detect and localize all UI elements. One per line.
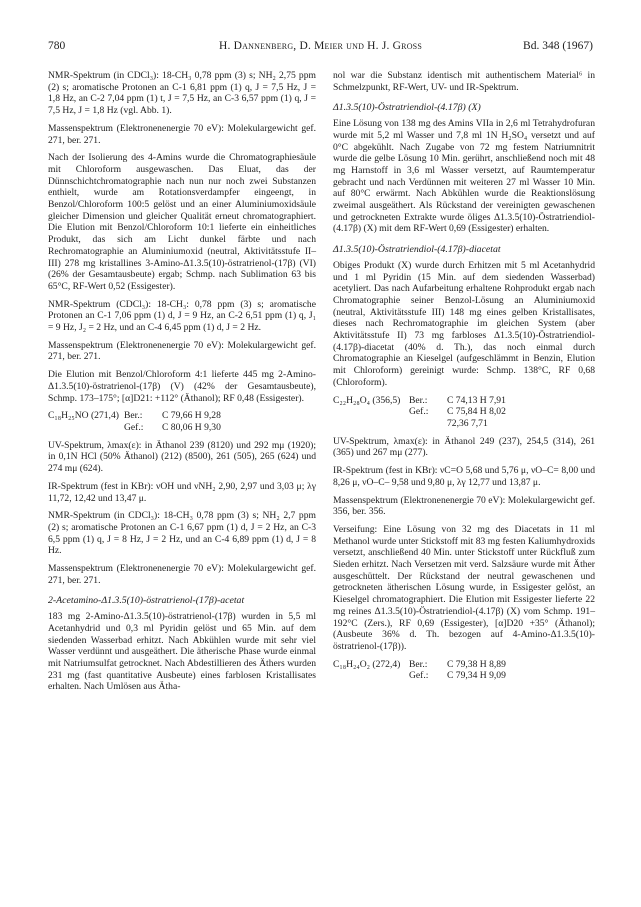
elemental-analysis	[48, 410, 316, 433]
calculated-label: Ber.:	[409, 658, 428, 670]
volume-label: Bd. 348 (1967)	[523, 40, 593, 52]
uv-spectrum-paragraph: UV-Spektrum, λmax(ε): in Äthanol 249 (237), 254,5 (314), 261 (365) und 267 mμ (277).	[333, 435, 595, 459]
uv-spectrum-paragraph: UV-Spektrum, λmax(ε): in Äthanol 239 (8120) und 292 mμ (1920); in 0,1N HCl (50% Äthanol) (212) (8500), 261 (505), 265 (624) und 274 mμ (624).	[48, 439, 316, 475]
found-values: C 79,34 H 9,09	[447, 670, 506, 682]
molecular-formula: C₁₈H₂₅NO (271,4)	[48, 410, 119, 422]
procedure-paragraph: Obiges Produkt (X) wurde durch Erhitzen mit 5 ml Acetanhydrid und 1 ml Pyridin (15 Min. auf dem siedenden Wasserbad) acetyliert. Das nach Aufarbeitung erhaltene Rohprodukt ergab nach Chromatographie seiner Benzol-Lösung an Aluminiumoxid (neutral, Aktivitätsstufe III) 148 mg eines gelben Kristallisates, dieses nach Rechromatographie im gleichen System (aber Aktivitätsstufe II) 73 mg farbloses Δ1.3.5(10)-Östratriendiol-(4.17β)-diacetat (40% d. Th.), das noch einmal durch Chromatographie an Kieselgel (aufgeschlämmt in Benzin, Elution mit Chloroform) gereinigt wurde: Schmp. 138°C, RF 0,68 (Chloroform).	[333, 259, 595, 388]
calculated-label: Ber.:	[124, 410, 143, 422]
section-heading: Δ1.3.5(10)-Östratriendiol-(4.17β)-diacetat	[333, 244, 501, 256]
ir-spectrum-paragraph: IR-Spektrum (fest in KBr): νC=O 5,68 und 5,76 μ, νO–C= 8,00 und 8,26 μ, νO–C– 9,58 und 9,80 μ, λγ 12,77 und 13,87 μ.	[333, 465, 595, 488]
mass-spectrum-paragraph: Massenspektrum (Elektronenenergie 70 eV): Molekulargewicht gef. 271, ber. 271.	[48, 122, 316, 146]
found-label: Gef.:	[124, 421, 144, 433]
elution-paragraph: Die Elution mit Benzol/Chloroform 4:1 lieferte 445 mg 2-Amino-Δ1.3.5(10)-östratrienol-(17β) (V) (42% der Gesamtausbeute), Schmp. 173–175°; [α]D21: +112° (Äthanol); RF 0,48 (Essigester).	[48, 369, 316, 404]
procedure-paragraph: Eine Lösung von 138 mg des Amins VIIa in 2,6 ml Tetrahydrofuran wurde mit 5,2 ml Wasser und 7,8 ml 1N H₂SO₄ versetzt und auf 0°C abgekühlt. Nach Zugabe von 72 mg festem Natriumnitrit wurde die gelbe Lösung 10 Min. gerührt, anschließend noch mit 48 mg Harnstoff in 3,6 ml Wasser versetzt, auf Raumtemperatur gebracht und nach Verdünnen mit weiteren 27 ml Wasser 10 Min. auf 80°C erwärmt. Nach Abkühlen wurde die Reaktionslösung zweimal ausgeäthert. Als Rückstand der vereinigten gewaschenen und getrockneten Extrakte wurde öliges Δ1.3.5(10)-Östratriendiol-(4.17β) (X) mit dem RF-Wert 0,69 (Essigester) erhalten.	[333, 118, 595, 235]
saponification-paragraph: Verseifung: Eine Lösung von 32 mg des Diacetats in 11 ml Methanol wurde unter Stickstoff mit 83 mg festen Kaliumhydroxids versetzt, anschließend 40 Min. unter Stickstoff unter Rückfluß zum Sieden erhitzt. Nach Versetzen mit verd. Salzsäure wurde mit Äther ausgeschüttelt. Der Rückstand der neutral gewaschenen und getrockneten ätherischen Lösung wurde, in Essigester gelöst, an Kieselgel chromatographiert. Die Elution mit Essigester lieferte 22 mg reines Δ1.3.5(10)-Östratriendiol-(4.17β) (X) vom Schmp. 191–192°C (Zers.), RF 0,69 (Essigester), [α]D20 +35° (Äthanol); (Ausbeute 36% d. Th. bezogen auf 4-Amino-Δ1.3.5(10)-östratrienol-(17β)).	[333, 523, 595, 652]
calculated-label: Ber.:	[409, 394, 428, 406]
molecular-formula: C₁₈H₂₄O₂ (272,4)	[333, 658, 401, 670]
elemental-analysis	[333, 659, 595, 682]
nmr-spectrum-paragraph: NMR-Spektrum (in CDCl₃): 18-CH₃ 0,78 ppm (3) s; NH₂ 2,75 ppm (2) s; aromatische Protonen an C-1 6,81 ppm (1) q, J = 7,5 Hz, J = 1,8 Hz, an C-2 7,04 ppm (1) t, J = 7,5 Hz, an C-3 6,57 ppm (1) q, J = 7,5 Hz, J = 1,8 Hz (vgl. Abb. 1).	[48, 70, 316, 117]
right-column	[333, 70, 595, 688]
procedure-paragraph: 183 mg 2-Amino-Δ1.3.5(10)-östratrienol-(17β) wurden in 5,5 ml Acetanhydrid und 0,3 ml Pyridin gelöst und 65 Min. auf dem siedenden Wasserbad erhitzt. Nach Abkühlen wurde mit sehr viel Wasser verdünnt und ausgeäthert. Die ätherische Phase wurde einmal mit Natriumsulfat getrocknet. Nach Abdestillieren des Äthers wurden 231 mg (fast quantitative Ausbeute) eines farblosen Kristallisates erhalten. Nach Umlösen aus Ätha-	[48, 611, 316, 693]
nmr-spectrum-paragraph: NMR-Spektrum (CDCl₃): 18-CH₃: 0,78 ppm (3) s; aromatische Protonen an C-1 7,06 ppm (1) d, J = 9 Hz, an C-2 6,51 ppm (1) q, J₁ = 9 Hz, J₂ = 2 Hz, und an C-4 6,45 ppm (1) d, J = 2 Hz.	[48, 298, 316, 334]
section-heading: Δ1.3.5(10)-Östratriendiol-(4.17β) (X)	[333, 102, 481, 114]
section-heading: 2-Acetamino-Δ1.3.5(10)-östratrienol-(17β)-acetat	[48, 595, 245, 607]
found-label: Gef.:	[409, 670, 429, 682]
molecular-formula: C₂₂H₂₈O₄ (356,5)	[333, 394, 401, 406]
mass-spectrum-paragraph: Massenspektrum (Elektronenenergie 70 eV): Molekulargewicht gef. 271, ber. 271.	[48, 339, 316, 363]
left-column	[48, 70, 316, 699]
page-number: 780	[48, 40, 66, 52]
found-values-second: 72,36 7,71	[447, 417, 488, 429]
isolation-paragraph: Nach der Isolierung des 4-Amins wurde die Chromatographiesäule mit Chloroform ausgewaschen. Das Eluat, das der Dünnschichtchromatographie nach nun nur noch zwei Substanzen enthielt, wurde am Rotationsverdampfer eingeengt, in Benzol/Chloroform 100:5 gelöst und an einer Aluminiumoxidsäule gleicher Dimension und gleicher Qualität erneut chromatographiert. Die Elution mit Benzol/Chloroform 10:1 lieferte ein einheitliches Produkt, das sich am Licht dunkel färbte und nach Rechromatographie an Aluminiumoxid (neutral, Aktivitätsstufe II–III) 278 mg kristallines 3-Amino-Δ1.3.5(10)-östratrienol-(17β) (VI) (26% der Gesamtausbeute) ergab; Schmp. nach Sublimation 63 bis 65°C, RF-Wert 0,52 (Essigester).	[48, 152, 316, 292]
calculated-values: C 79,38 H 8,89	[447, 658, 506, 670]
found-label: Gef.:	[409, 406, 429, 418]
running-authors: H. Dannenberg, D. Meier und H. J. Gross	[219, 40, 422, 52]
found-values: C 80,06 H 9,30	[162, 421, 221, 433]
nmr-spectrum-paragraph: NMR-Spektrum (in CDCl₃): 18-CH₃ 0,78 ppm (3) s; NH₂ 2,7 ppm (2) s; aromatische Protonen an C-1 6,67 ppm (1) d, J = 2 Hz, an C-3 6,5 ppm (1) q, J = 8 Hz, J = 2 Hz, und an C-4 6,89 ppm (1) d, J = 8 Hz.	[48, 510, 316, 557]
mass-spectrum-paragraph: Massenspektrum (Elektronenenergie 70 eV): Molekulargewicht gef. 271, ber. 271.	[48, 563, 316, 586]
ir-spectrum-paragraph: IR-Spektrum (fest in KBr): νOH und νNH₂ 2,90, 2,97 und 3,03 μ; λγ 11,72, 12,42 und 13,47 μ.	[48, 480, 316, 504]
continuation-paragraph: nol war die Substanz identisch mit authentischem Material⁶ in Schmelzpunkt, RF-Wert, UV- und IR-Spektrum.	[333, 70, 595, 93]
mass-spectrum-paragraph: Massenspektrum (Elektronenenergie 70 eV): Molekulargewicht gef. 356, ber. 356.	[333, 494, 595, 518]
found-values: C 75,84 H 8,02	[447, 406, 506, 418]
calculated-values: C 79,66 H 9,28	[162, 410, 221, 422]
running-header	[48, 40, 593, 56]
calculated-values: C 74,13 H 7,91	[447, 394, 506, 406]
elemental-analysis	[333, 395, 595, 430]
